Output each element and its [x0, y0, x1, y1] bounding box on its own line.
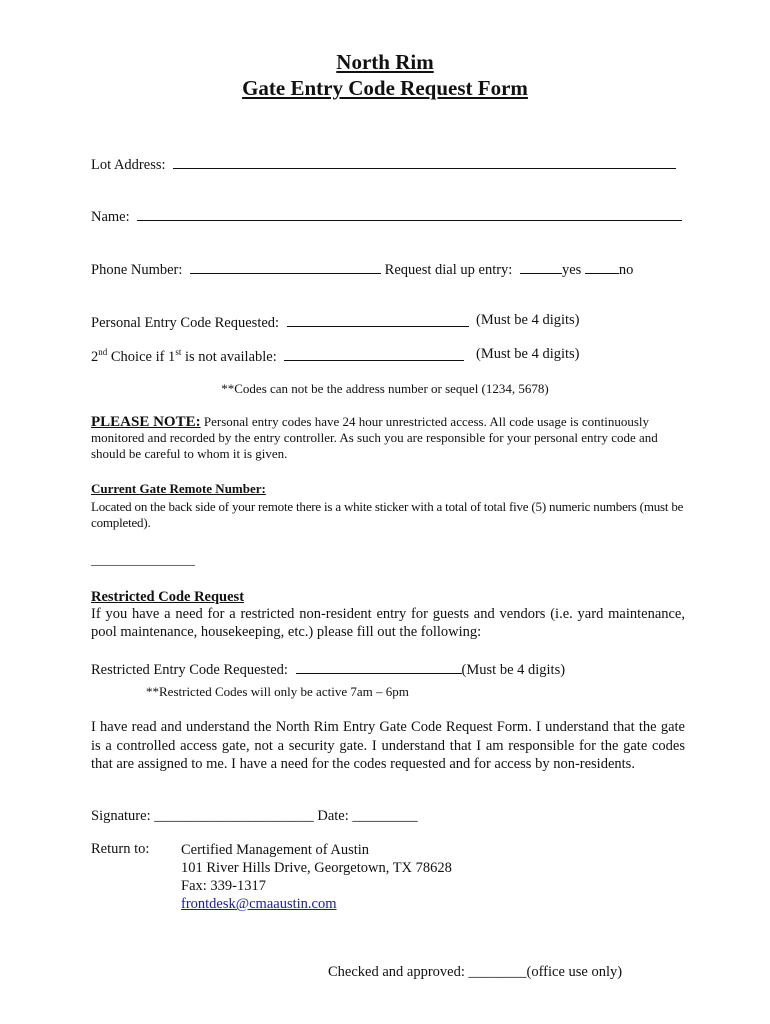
name-label: Name:: [91, 209, 130, 225]
remote-number-field[interactable]: ________________: [91, 552, 195, 567]
office-use-row: [328, 964, 622, 981]
dialup-no-field[interactable]: [585, 259, 619, 274]
second-choice-field[interactable]: [284, 346, 464, 361]
office-field[interactable]: ________: [468, 964, 527, 980]
second-choice-row: 2nd Choice if 1st is not available:: [91, 346, 464, 366]
office-suffix: (office use only): [526, 964, 623, 980]
restricted-heading: Restricted Code Request: [91, 589, 245, 605]
codes-note: **Codes can not be the address number or sequel (1234, 5678): [221, 381, 549, 396]
dialup-yes-label: yes: [561, 262, 582, 278]
dialup-yes-field[interactable]: [520, 259, 562, 274]
phone-field[interactable]: [190, 259, 381, 274]
dialup-no-label: no: [618, 262, 634, 278]
name-row: [91, 206, 682, 226]
restricted-code-label: Restricted Entry Code Requested:: [91, 662, 288, 678]
phone-label: Phone Number:: [91, 262, 183, 278]
please-note-text: Personal entry codes have 24 hour unrestricted access. All code usage is continuously monitored and recorded by the entry controller. As such you are responsible for your personal entry code and should be careful to whom it is given.: [91, 414, 658, 461]
restricted-hours-note: **Restricted Codes will only be active 7am – 6pm: [146, 684, 409, 699]
signature-field[interactable]: ______________________: [154, 808, 314, 824]
personal-code-field[interactable]: [287, 312, 469, 327]
lot-address-field[interactable]: [173, 154, 676, 169]
phone-row: [91, 259, 633, 279]
restricted-code-note: (Must be 4 digits): [461, 662, 566, 678]
return-email-link[interactable]: frontdesk@cmaaustin.com: [181, 896, 337, 912]
lot-address-row: [91, 154, 676, 174]
second-choice-label: is not available:: [181, 349, 277, 365]
office-label: Checked and approved:: [328, 964, 465, 980]
lot-address-label: Lot Address:: [91, 157, 166, 173]
agreement-paragraph: I have read and understand the North Rim Entry Gate Code Request Form. I understand that the gate is a controlled access gate, not a security gate. I understand that I am responsible for the gate codes that are assigned to me. I have a need for the codes requested and for access by non-residents.: [91, 719, 685, 772]
remote-text: Located on the back side of your remote there is a white sticker with a total of total five (5) numeric numbers (must be completed).: [91, 499, 684, 530]
signature-row: [91, 808, 418, 825]
return-company: Certified Management of Austin: [181, 842, 370, 858]
date-field[interactable]: _________: [352, 808, 418, 824]
personal-code-note: (Must be 4 digits): [476, 312, 580, 328]
date-label: Date:: [317, 808, 349, 824]
signature-label: Signature:: [91, 808, 151, 824]
title-line1: North Rim: [336, 50, 434, 74]
remote-heading: Current Gate Remote Number:: [91, 481, 266, 496]
name-field[interactable]: [137, 206, 682, 221]
return-to-label: Return to:: [91, 841, 150, 857]
return-fax: Fax: 339-1317: [181, 878, 266, 894]
restricted-code-row: [91, 659, 565, 679]
please-note-heading: PLEASE NOTE:: [91, 414, 201, 430]
personal-code-label: Personal Entry Code Requested:: [91, 315, 280, 331]
return-street: 101 River Hills Drive, Georgetown, TX 78628: [181, 860, 452, 876]
please-note-paragraph: [91, 414, 685, 462]
restricted-code-field[interactable]: [296, 659, 462, 674]
return-address: [181, 841, 452, 913]
restricted-text: If you have a need for a restricted non-resident entry for guests and vendors (i.e. yard maintenance, pool maintenance, housekeeping, etc.) please fill out the following:: [91, 606, 685, 640]
second-choice-note: (Must be 4 digits): [476, 346, 580, 362]
page-title: Gate Entry Code Request Form: [242, 76, 528, 100]
dialup-label: Request dial up entry:: [384, 262, 513, 278]
personal-code-row: [91, 312, 469, 332]
